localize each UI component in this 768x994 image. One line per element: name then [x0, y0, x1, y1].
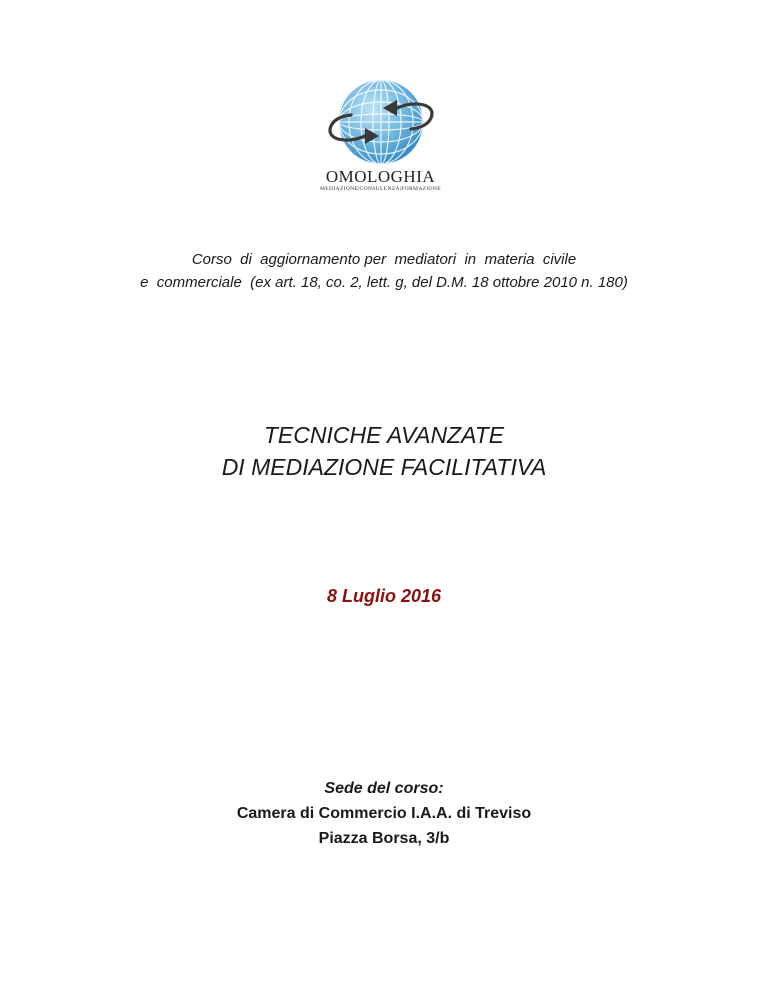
venue-label: Sede del corso:: [324, 780, 444, 797]
logo-tagline: MEDIAZIONE|CONSULENZA|FORMAZIONE: [320, 186, 441, 192]
title-line-2: DI MEDIAZIONE FACILITATIVA: [221, 454, 547, 480]
venue-name: Camera di Commercio I.A.A. di Treviso: [236, 805, 532, 822]
title-line-1: TECNICHE AVANZATE: [263, 422, 505, 448]
venue-address: Piazza Borsa, 3/b: [318, 830, 450, 847]
course-date: 8 Luglio 2016: [326, 586, 442, 606]
document-title: [0, 419, 768, 483]
course-description-line-2: e commerciale (ex art. 18, co. 2, lett. g, del D.M. 18 ottobre 2010 n. 180): [140, 274, 628, 291]
course-description-line-1: Corso di aggiornamento per mediatori in materia civile: [191, 251, 577, 268]
logo-name: OMOLOGHIA: [325, 167, 436, 186]
course-description: [0, 248, 768, 294]
